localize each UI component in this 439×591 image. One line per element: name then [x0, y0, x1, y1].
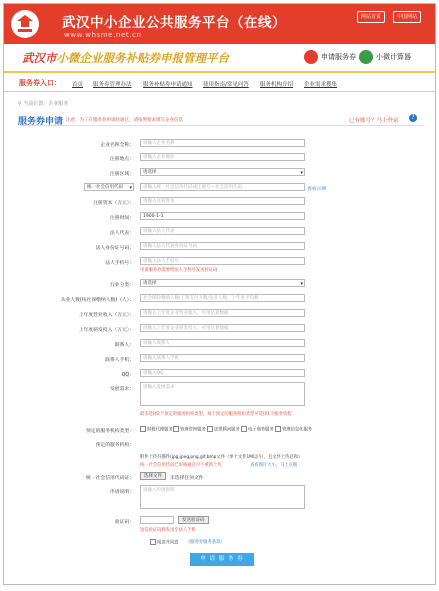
nav-item-guide[interactable]: 使用指南/常见问答 — [203, 82, 249, 88]
location-pin-icon: ⚲ — [18, 101, 24, 107]
need-textarea[interactable]: 请输入发展需求 — [140, 382, 305, 406]
checkbox-icon — [207, 426, 213, 432]
nav-lead: 服务券入口： — [19, 79, 61, 87]
qq-input[interactable]: 请输入QQ — [140, 369, 305, 377]
form-note: 注意：为了在服务券申请时通过，请按照要求填写企业信息 — [66, 118, 183, 123]
label-contact: 联系人： — [114, 343, 134, 348]
label-rd-income: 上年度研发投入（万元）： — [78, 328, 134, 333]
site-switch-button[interactable]: 中国网站 — [393, 11, 421, 23]
help-icon[interactable]: ? — [409, 114, 417, 122]
login-link[interactable]: 已有账号？马上登录 — [349, 118, 399, 124]
divider — [18, 125, 423, 126]
send-code-button[interactable]: 发送验证码 — [178, 516, 209, 524]
credit-code-example-link[interactable]: 查看示例 — [307, 187, 327, 192]
company-name-input[interactable]: 请输入企业名称 — [140, 139, 305, 147]
calculator-link[interactable]: 小微计算器 — [376, 53, 411, 61]
platform-title — [22, 50, 229, 66]
label-license: 统一社会信用代码证： — [86, 476, 134, 481]
breadcrumb-text: 当前位置：企业服务 — [23, 101, 69, 107]
label-legal-phone: 法人手机号： — [105, 261, 134, 266]
label-reg-capital: 注册资本（万元）： — [93, 201, 134, 206]
apply-service-link[interactable]: 申请服务券 — [321, 53, 356, 61]
label-employees: 从业人数(按社保缴纳人数)（人）： — [60, 298, 134, 303]
contact-input[interactable]: 请输入联系人 — [140, 339, 305, 347]
agree-text: 阅读并同意 — [157, 540, 179, 546]
label-reg-addr: 注册地点： — [110, 157, 134, 162]
district-select[interactable]: 请选择 ▾ — [140, 168, 305, 176]
calculator-icon — [359, 50, 373, 64]
portal-home-button[interactable]: 网站首页 — [357, 11, 385, 23]
nav-item-institutions[interactable]: 服务机构介绍 — [260, 82, 294, 88]
service-type-ecommerce-label: 电子商务服务 — [248, 427, 274, 433]
label-institution: 预定的服务机构： — [95, 443, 134, 448]
label-revenue: 上年度营业收入（万元）： — [78, 313, 134, 318]
service-type-ecommerce[interactable] — [241, 426, 274, 433]
reg-capital-input[interactable]: 请输入注册资本 — [140, 197, 305, 205]
industry-select[interactable]: 请选择 ▾ — [140, 279, 305, 287]
label-service-types: 预定的服务机构类型： — [86, 429, 134, 434]
reg-addr-input[interactable]: 请输入企业地址 — [140, 153, 305, 161]
nav-item-demand[interactable]: 企业需求搜集 — [304, 82, 338, 88]
service-type-tax-label: 财税代理服务 — [147, 427, 173, 433]
service-type-tax[interactable] — [140, 426, 173, 433]
main-nav — [4, 73, 435, 92]
legal-rep-input[interactable]: 请输入法人代表 — [140, 227, 305, 235]
page-title: 服务券申请 — [18, 117, 64, 127]
nav-item-notice[interactable]: 服务补贴券申请通知 — [143, 82, 193, 88]
submit-button[interactable]: 申 请 服 务 券 — [190, 553, 254, 566]
service-type-it-label: 管理信息化服务 — [282, 427, 313, 433]
contact-phone-input[interactable]: 请输入联系人手机 — [140, 354, 305, 362]
checkbox-icon — [241, 426, 247, 432]
top-header — [4, 4, 435, 44]
label-industry: 行业分类： — [110, 283, 134, 288]
label-contact-phone: 联系人手机： — [105, 358, 134, 363]
upload-hint: 附件上传扫描件(jpg,jpeg,png,gif,bmp文件（单个文件1M以内），且文件上传总和） — [140, 455, 303, 460]
agree-checkbox[interactable] — [150, 539, 178, 546]
label-qq: QQ： — [121, 373, 134, 378]
nav-item-home[interactable]: 首页 — [72, 82, 84, 88]
nav-item-rules[interactable]: 服务券管理办法 — [93, 82, 132, 88]
label-company-name: 企业名称全称： — [100, 143, 134, 148]
remark-textarea[interactable]: 请输入申请说明 — [140, 485, 305, 509]
reg-time-input[interactable]: 1900-1-1 — [140, 212, 305, 220]
label-legal-id: 法人身份证号码： — [95, 246, 134, 251]
legal-id-input[interactable]: 请输入法人代表身份证号码 — [140, 242, 305, 250]
credit-code-input[interactable]: 请输入统一社会信用代码或注册号—社会信用代码 — [140, 183, 305, 191]
rd-income-input[interactable]: 请输入上年度企业研发投入，可用估算数据 — [140, 324, 305, 332]
choose-file-button[interactable]: 选择文件 — [140, 472, 166, 480]
service-links — [304, 50, 411, 64]
captcha-hint: 短信验证码将发送至法人手机 — [140, 528, 196, 533]
upload-hint-2: 统一社会信用代码已审核通过可不重新上传 — [140, 463, 222, 468]
service-coupon-icon — [304, 50, 318, 64]
need-hint: 最多选择2个预定的服务机构类型，每个预定的服务机构类型可选择1个服务机构 — [140, 412, 292, 417]
revenue-input[interactable]: 请输入上年度企业营业收入，可用估算数据 — [140, 309, 305, 317]
page-frame — [3, 3, 436, 585]
label-remark: 申请说明： — [110, 490, 134, 495]
platform-logo-icon — [10, 9, 40, 39]
service-type-consult-label: 管理咨询服务 — [180, 427, 206, 433]
captcha-input[interactable] — [140, 516, 174, 524]
label-district: 注册区域： — [110, 172, 134, 177]
label-need: 发展需求： — [110, 387, 134, 392]
breadcrumb — [18, 100, 68, 107]
service-type-it[interactable] — [275, 426, 312, 433]
site-url: www.whsme.net.cn — [64, 31, 142, 39]
credit-code-type-select[interactable]: 统一社会信用代码 ▾ — [84, 183, 134, 191]
checkbox-icon — [140, 426, 146, 432]
file-status: 未选择任何文件 — [170, 476, 204, 481]
employees-input[interactable]: 社会保险缴纳人数/工资支付人数/从业人数，上年度平均数 — [140, 294, 305, 302]
checkbox-icon — [150, 539, 156, 545]
service-type-legal-label: 法律顾问服务 — [214, 427, 240, 433]
label-legal-rep: 法人代表： — [110, 231, 134, 236]
legal-phone-hint: 申请服务券需要给法人手机号发送验证码 — [140, 268, 218, 273]
legal-phone-input[interactable]: 请输入法人手机号 — [140, 257, 305, 265]
service-type-legal[interactable] — [207, 426, 240, 433]
checkbox-icon — [173, 426, 179, 432]
platform-banner — [4, 44, 435, 73]
platform-title-rest: 小微企业服务补贴券申报管理平台 — [56, 51, 229, 65]
compress-link[interactable]: 查看图片大小，马上压缩 — [250, 463, 298, 468]
checkbox-icon — [275, 426, 281, 432]
label-captcha: 验证码： — [114, 520, 134, 525]
platform-title-prefix: 武汉市 — [22, 51, 57, 65]
label-reg-time: 注册时间： — [110, 216, 134, 221]
service-type-consult[interactable] — [173, 426, 206, 433]
terms-link[interactable]: 《服务券服务条款》 — [186, 540, 225, 545]
site-title: 武汉中小企业公共服务平台（在线） — [62, 15, 286, 31]
